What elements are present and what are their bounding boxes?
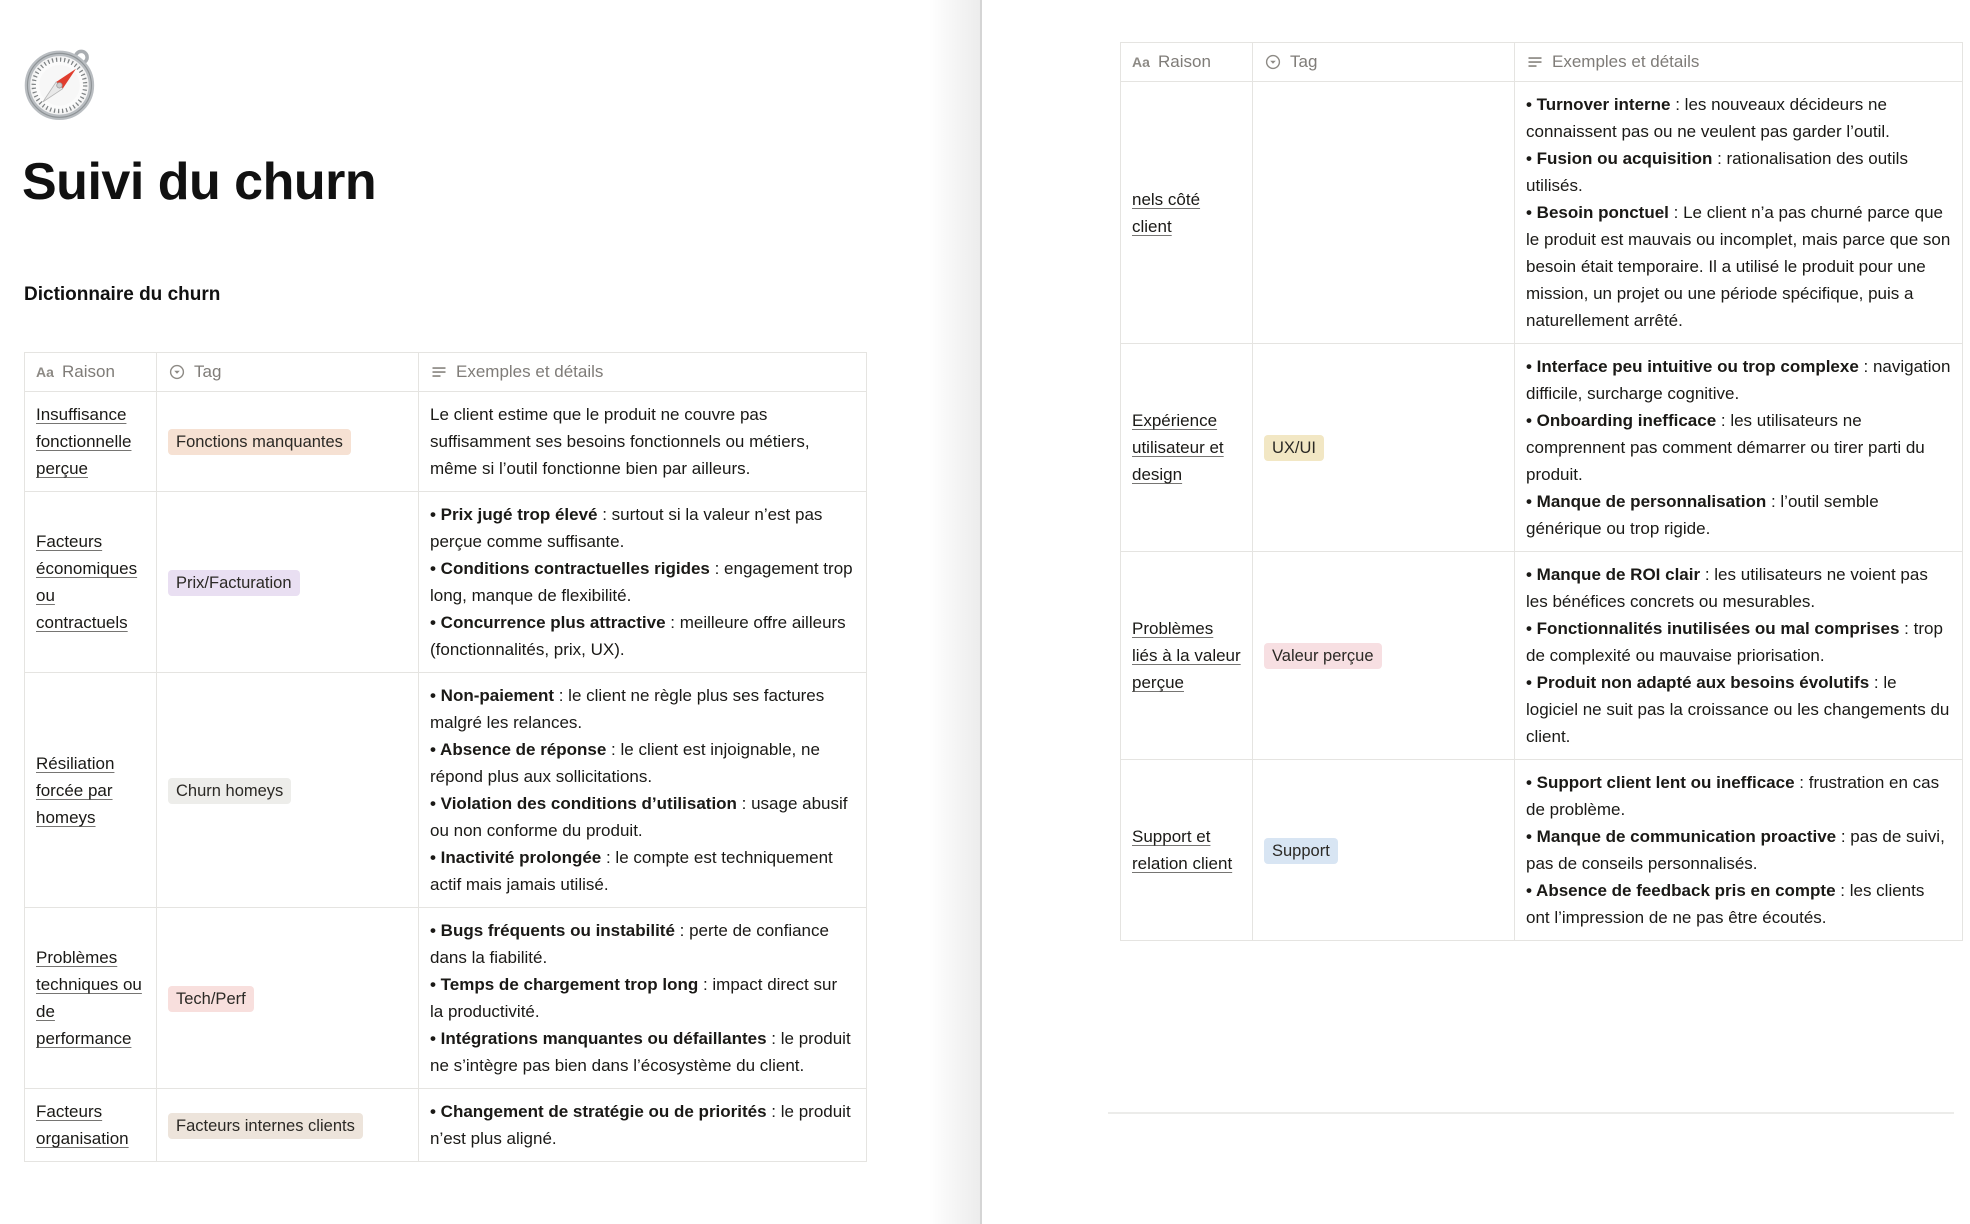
detail-item: Le client estime que le produit ne couvre pas suffisamment ses besoins fonctionnels ou métiers, même si l’outil fonctionne bien par ailleurs. (430, 405, 810, 478)
detail-item: • Prix jugé trop élevé : surtout si la valeur n’est pas perçue comme suffisante. (430, 505, 823, 551)
select-property-icon (168, 363, 186, 381)
details-cell (1515, 552, 1963, 760)
column-header-label: Raison (62, 362, 115, 381)
detail-item: • Violation des conditions d’utilisation : usage abusif ou non conforme du produit. (430, 794, 848, 840)
details-cell (419, 908, 867, 1089)
title-property-icon: Aa (1132, 54, 1150, 70)
tag-pill: Churn homeys (168, 778, 291, 804)
detail-item: • Manque de personnalisation : l’outil semble générique ou trop rigide. (1526, 492, 1879, 538)
raison-page-link[interactable]: Insuffisance fonctionnelle perçue (36, 405, 132, 478)
column-header-tag (157, 353, 419, 392)
detail-item: • Conditions contractuelles rigides : engagement trop long, manque de flexibilité. (430, 559, 853, 605)
table-row (1121, 82, 1963, 344)
detail-item: • Absence de réponse : le client est injoignable, ne répond plus aux sollicitations. (430, 740, 820, 786)
raison-page-link[interactable]: Expérience utilisateur et design (1132, 411, 1224, 484)
detail-item: • Bugs fréquents ou instabilité : perte de confiance dans la fiabilité. (430, 921, 829, 967)
details-cell-content (1526, 769, 1951, 931)
tag-cell (157, 492, 419, 673)
detail-item: • Interface peu intuitive ou trop complexe : navigation difficile, surcharge cognitive. (1526, 357, 1951, 403)
block-divider-rule (1108, 1112, 1954, 1114)
detail-item: • Turnover interne : les nouveaux décideurs ne connaissent pas ou ne veulent pas garder l’outil. (1526, 95, 1890, 141)
tag-cell (157, 673, 419, 908)
detail-item: • Support client lent ou inefficace : frustration en cas de problème. (1526, 773, 1940, 819)
detail-item: • Temps de chargement trop long : impact direct sur la productivité. (430, 975, 838, 1021)
tag-cell (1253, 760, 1515, 941)
tag-pill: Prix/Facturation (168, 570, 300, 596)
details-cell (419, 492, 867, 673)
raison-page-link[interactable]: Facteurs organisation (36, 1102, 129, 1148)
raison-page-link[interactable]: Facteurs économiques ou contractuels (36, 532, 138, 632)
column-header-tag (1253, 43, 1515, 82)
table-row (1121, 760, 1963, 941)
details-cell-content (430, 917, 855, 1079)
tag-cell (1253, 344, 1515, 552)
details-cell (419, 392, 867, 492)
raison-page-link[interactable]: nels côté client (1132, 189, 1201, 236)
detail-item: • Inactivité prolongée : le compte est techniquement actif mais jamais utilisé. (430, 848, 833, 894)
table-row (25, 673, 867, 908)
tag-pill: Tech/Perf (168, 986, 254, 1012)
raison-page-link[interactable]: Problèmes liés à la valeur perçue (1132, 619, 1241, 692)
column-header-raison (25, 353, 157, 392)
page-1 (0, 0, 980, 1224)
tag-cell (157, 1089, 419, 1162)
tag-cell (157, 908, 419, 1089)
details-cell (1515, 760, 1963, 941)
title-property-icon: Aa (36, 364, 54, 380)
table-row (1121, 552, 1963, 760)
raison-cell (25, 392, 157, 492)
column-header-label: Exemples et détails (1552, 52, 1700, 71)
table-header-row (1121, 43, 1963, 82)
details-cell-content (430, 401, 855, 482)
tag-pill: Valeur perçue (1264, 643, 1382, 669)
select-property-icon (1264, 53, 1282, 71)
details-cell-content (430, 501, 855, 663)
tag-cell (157, 392, 419, 492)
churn-table-page-1 (24, 352, 870, 1196)
page-title: Suivi du churn (22, 153, 377, 211)
detail-item: • Produit non adapté aux besoins évolutifs : le logiciel ne suit pas la croissance ou les changements du client. (1526, 673, 1950, 746)
section-heading: Dictionnaire du churn (24, 284, 221, 305)
tag-pill: UX/UI (1264, 435, 1324, 461)
compass-icon (22, 44, 100, 122)
raison-cell (25, 673, 157, 908)
detail-item: • Manque de communication proactive : pas de suivi, pas de conseils personnalisés. (1526, 827, 1945, 873)
details-cell (419, 673, 867, 908)
column-header-raison (1121, 43, 1253, 82)
raison-cell (25, 908, 157, 1089)
detail-item: • Non-paiement : le client ne règle plus ses factures malgré les relances. (430, 686, 825, 732)
details-cell-content (430, 682, 855, 898)
detail-item: • Intégrations manquantes ou défaillantes : le produit ne s’intègre pas bien dans l’écosystème du client. (430, 1029, 851, 1075)
raison-page-link[interactable]: Problèmes techniques ou de performance (36, 948, 142, 1048)
details-cell-content (1526, 91, 1951, 334)
table-row (25, 392, 867, 492)
tag-cell (1253, 552, 1515, 760)
raison-cell (1121, 760, 1253, 941)
details-cell-content (1526, 561, 1951, 750)
column-header-exemples (419, 353, 867, 392)
column-header-label: Tag (1290, 52, 1318, 71)
table-row (25, 908, 867, 1089)
detail-item: • Fonctionnalités inutilisées ou mal comprises : trop de complexité ou mauvaise priorisation. (1526, 619, 1943, 665)
column-header-label: Raison (1158, 52, 1211, 71)
details-cell (419, 1089, 867, 1162)
raison-cell (25, 1089, 157, 1162)
detail-item: • Fusion ou acquisition : rationalisation des outils utilisés. (1526, 149, 1908, 195)
table-header-row (25, 353, 867, 392)
raison-cell (1121, 552, 1253, 760)
table-row (1121, 344, 1963, 552)
page-edge-shadow (928, 0, 980, 1224)
raison-page-link[interactable]: Résiliation forcée par homeys (36, 753, 115, 827)
details-cell (1515, 82, 1963, 344)
detail-item: • Manque de ROI clair : les utilisateurs ne voient pas les bénéfices concrets ou mesurables. (1526, 565, 1928, 611)
column-header-exemples (1515, 43, 1963, 82)
table-row (25, 1089, 867, 1162)
tag-cell (1253, 82, 1515, 344)
text-property-icon (1526, 53, 1544, 71)
raison-page-link[interactable]: Support et relation client (1132, 827, 1233, 873)
page-2 (982, 0, 1970, 1224)
detail-item: • Absence de feedback pris en compte : les clients ont l’impression de ne pas être écoutés. (1526, 881, 1925, 927)
raison-cell (25, 492, 157, 673)
details-cell-content (430, 1098, 855, 1152)
raison-cell (1121, 82, 1253, 344)
text-property-icon (430, 363, 448, 381)
details-cell (1515, 344, 1963, 552)
detail-item: • Onboarding inefficace : les utilisateurs ne comprennent pas comment démarrer ou tirer parti du produit. (1526, 411, 1925, 484)
table-row (25, 492, 867, 673)
detail-item: • Changement de stratégie ou de priorités : le produit n’est plus aligné. (430, 1102, 851, 1148)
details-cell-content (1526, 353, 1951, 542)
detail-item: • Concurrence plus attractive : meilleure offre ailleurs (fonctionnalités, prix, UX). (430, 613, 846, 659)
detail-item: • Besoin ponctuel : Le client n’a pas churné parce que le produit est mauvais ou incomplet, mais parce que son besoin était temporaire. Il a utilisé le produit pour une mission, un projet ou une période spécifique, puis a naturellement arrêté. (1526, 203, 1951, 330)
churn-table-page-2 (1120, 42, 1966, 1082)
tag-pill: Support (1264, 838, 1338, 864)
tag-pill: Facteurs internes clients (168, 1113, 363, 1139)
column-header-label: Tag (194, 362, 222, 381)
column-header-label: Exemples et détails (456, 362, 604, 381)
tag-pill: Fonctions manquantes (168, 429, 351, 455)
raison-cell (1121, 344, 1253, 552)
